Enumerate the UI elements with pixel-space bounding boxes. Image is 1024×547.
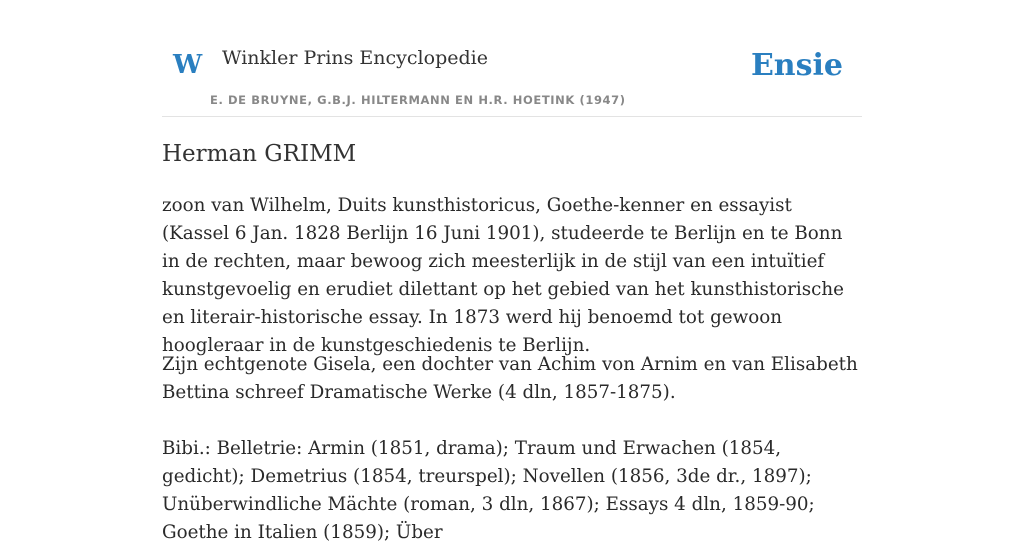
header — [162, 0, 862, 117]
entry-paragraph-2: Zijn echtgenote Gisela, een dochter van Achim von Arnim en van Elisabeth Bettina schreef Dramatische Werke (4 dln, 1857-1875). — [162, 354, 858, 403]
entry-title: Herman GRIMM — [162, 141, 357, 167]
publication-logo-icon[interactable]: W — [173, 50, 203, 80]
entry-paragraph-bibliography: Bibi.: Belletrie: Armin (1851, drama); Traum und Erwachen (1854, gedicht); Demetrius (1854, treurspel); Novellen (1856, 3de dr., 1897); Unüberwindliche Mächte (roman, 3 dln, 1867); Essays 4 dln, 1859-90; Goethe in Italien (1859); Über — [162, 438, 815, 543]
publication-title[interactable]: Winkler Prins Encyclopedie — [222, 47, 488, 69]
entry-paragraph-1: zoon van Wilhelm, Duits kunsthistoricus, Goethe-kenner en essayist (Kassel 6 Jan. 1828 Berlijn 16 Juni 1901), studeerde te Berlijn en te Bonn in de rechten, maar bewoog zich meesterlijk in de stijl van een intuïtief kunstgevoelig en erudiet dilettant op het gebied van het kunsthistorische en literair-historische essay. In 1873 werd hij benoemd tot gewoon hoogleraar in de kunstgeschiedenis te Berlijn. — [162, 195, 844, 356]
publication-authors: E. DE BRUYNE, G.B.J. HILTERMANN EN H.R. HOETINK (1947) — [210, 93, 626, 107]
article-page — [162, 0, 862, 543]
brand-logo[interactable]: Ensie — [750, 48, 843, 83]
